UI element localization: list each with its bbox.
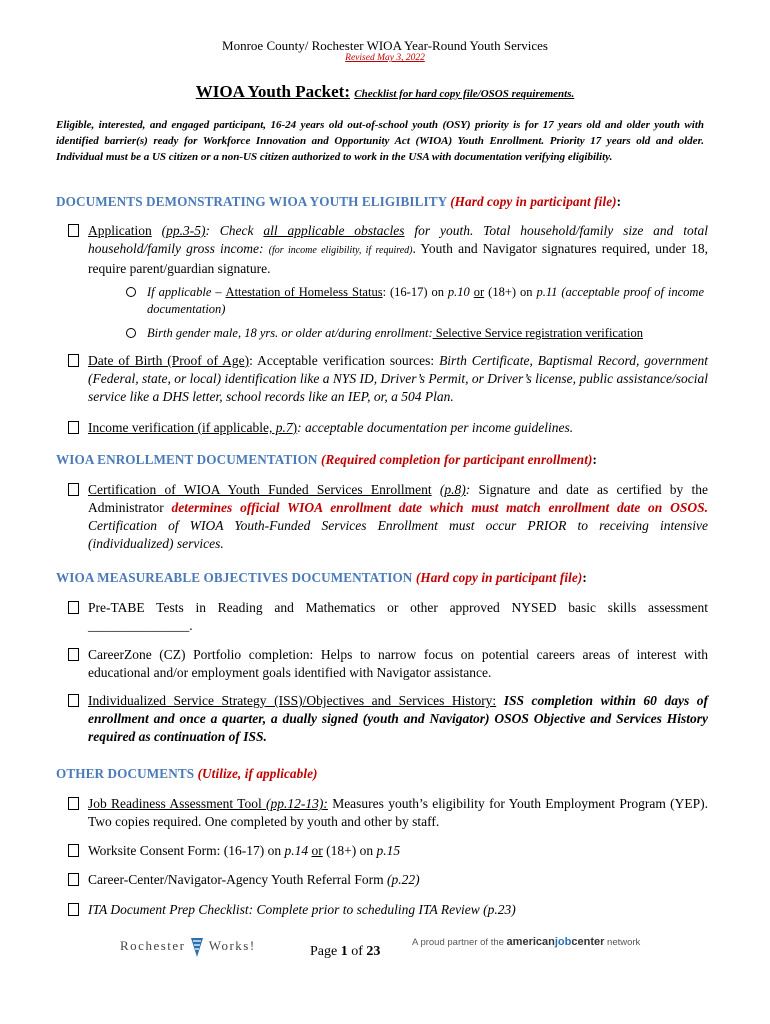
- item-homeless-attestation: If applicable – Attestation of Homeless Status: (16-17) on p.10 or (18+) on p.11 (acceptable proof of income documentation): [126, 284, 704, 318]
- checkbox[interactable]: [68, 797, 79, 810]
- item-selective-service: Birth gender male, 18 yrs. or older at/during enrollment: Selective Service registration verification: [126, 325, 704, 342]
- checkbox[interactable]: [68, 354, 79, 367]
- radio-circle[interactable]: [126, 328, 136, 338]
- section-eligibility: DOCUMENTS DEMONSTRATING WIOA YOUTH ELIGIBILITY (Hard copy in participant file):: [56, 194, 622, 209]
- application-link: Application: [88, 223, 152, 238]
- org-header: Monroe County/ Rochester WIOA Year-Round Youth Services: [222, 38, 548, 53]
- checkbox[interactable]: [68, 601, 79, 614]
- checkbox[interactable]: [68, 483, 79, 496]
- item-income-verification: Income verification (if applicable, p.7): acceptable documentation per income guidelines.: [68, 419, 708, 437]
- checkbox[interactable]: [68, 224, 79, 237]
- section-enrollment: WIOA ENROLLMENT DOCUMENTATION (Required completion for participant enrollment):: [56, 452, 597, 467]
- rochester-works-logo: Rochester Works!: [120, 936, 256, 958]
- checkbox[interactable]: [68, 873, 79, 886]
- section-note: (Hard copy in participant file): [450, 194, 617, 209]
- section-title: DOCUMENTS DEMONSTRATING WIOA YOUTH ELIGIBILITY: [56, 194, 447, 209]
- section-measurable: WIOA MEASUREABLE OBJECTIVES DOCUMENTATION (Hard copy in participant file):: [56, 570, 587, 585]
- item-pre-tabe: Pre-TABE Tests in Reading and Mathematics or other approved NYSED basic skills assessment _______________.: [68, 599, 708, 635]
- revised-date: Revised May 3, 2022: [345, 53, 425, 63]
- checkbox[interactable]: [68, 844, 79, 857]
- item-worksite-consent: Worksite Consent Form: (16-17) on p.14 or (18+) on p.15: [68, 842, 708, 860]
- item-date-of-birth: Date of Birth (Proof of Age): Acceptable verification sources: Birth Certificate, Baptismal Record, government (Federal, state, or local) identification like a NYS ID, Driver’s Permit, or Driver’s license, public assistance/social service like a DHS letter, school records like an IEP, or, a 504 Plan.: [68, 352, 708, 406]
- intro-paragraph: Eligible, interested, and engaged participant, 16-24 years old out-of-school youth (OSY) priority is for 17 years old and older youth with identified barrier(s) ready for Workforce Innovation and Opportunity Act (WIOA) Youth Enrollment. Priority 17 years old and older. Individual must be a US citizen or a non-US citizen authorized to work in the USA with documentation verifying eligibility.: [56, 119, 704, 163]
- page-number: Page 1 of 23: [310, 944, 381, 959]
- title-sub: Checklist for hard copy file/OSOS requirements.: [354, 88, 575, 100]
- item-iss: Individualized Service Strategy (ISS)/Objectives and Services History: ISS completion within 60 days of enrollment and once a quarter, a dually signed (youth and Navigator) OSOS Objective and Services History required as continuation of ISS.: [68, 692, 708, 746]
- checkbox[interactable]: [68, 903, 79, 916]
- checkbox[interactable]: [68, 694, 79, 707]
- item-careerzone: CareerZone (CZ) Portfolio completion: Helps to narrow focus on potential careers areas of interest with educational and/or employment goals identified with Navigator assistance.: [68, 646, 708, 682]
- rochester-works-logo-icon: [190, 936, 204, 958]
- item-referral-form: Career-Center/Navigator-Agency Youth Referral Form (p.22): [68, 871, 708, 889]
- item-application: Application (pp.3-5): Check all applicable obstacles for youth. Total household/family size and total household/family gross income: (for income eligibility, if required). Youth and Navigator signatures required, under 18, require parent/guardian signature.: [68, 222, 708, 278]
- item-ita-checklist: ITA Document Prep Checklist: Complete prior to scheduling ITA Review (p.23): [68, 901, 708, 919]
- page-title: [0, 82, 770, 102]
- item-job-readiness: Job Readiness Assessment Tool (pp.12-13): Measures youth’s eligibility for Youth Employment Program (YEP). Two copies required. One completed by youth and other by staff.: [68, 795, 708, 831]
- ajc-partner-logo: A proud partner of the americanjobcenter network: [412, 936, 641, 948]
- item-certification: Certification of WIOA Youth Funded Services Enrollment (p.8): Signature and date as certified by the Administrator determines official WIOA enrollment date which must match enrollment date on OSOS. Certification of WIOA Youth-Funded Services Enrollment must occur PRIOR to receiving intensive (individualized) services.: [68, 481, 708, 553]
- page-footer: [0, 936, 770, 966]
- radio-circle[interactable]: [126, 287, 136, 297]
- checkbox[interactable]: [68, 421, 79, 434]
- checkbox[interactable]: [68, 648, 79, 661]
- title-main: WIOA Youth Packet:: [195, 82, 350, 101]
- section-other: OTHER DOCUMENTS (Utilize, if applicable): [56, 766, 318, 781]
